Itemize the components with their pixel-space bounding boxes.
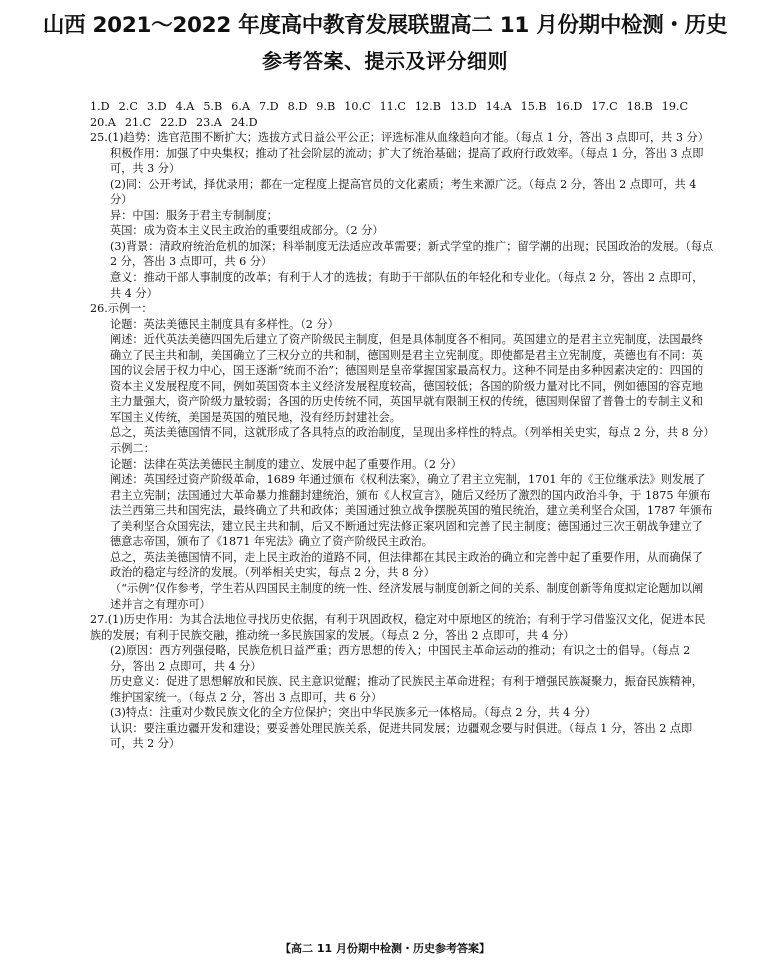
choice-answer: 12.B xyxy=(414,100,441,113)
choice-answer: 21.C xyxy=(124,115,152,129)
answer-content xyxy=(90,99,714,752)
choice-answer: 22.D xyxy=(160,115,187,129)
choice-answer: 13.D xyxy=(449,100,477,113)
q25-positive-role: 积极作用：加强了中央集权；推动了社会阶层的流动；扩大了统治基础；提高了政府行政效率。（每点 1 分，答出 3 点即可，共 3 分） xyxy=(110,146,704,176)
q26-conclusion-one: 总之，英法美德国情不同，这就形成了各具特点的政治制度，呈现出多样性的特点。（列举相关史实，每点 2 分，共 8 分） xyxy=(110,426,715,440)
q26-note: （“示例”仅作参考，学生若从四国民主制度的统一性、经济发展与制度创新之间的关系、制度创新等角度拟定论题加以阐述并言之有理亦可） xyxy=(110,581,704,611)
choice-answer: 18.B xyxy=(626,100,653,113)
choice-answer: 9.B xyxy=(316,100,336,113)
choice-answer: 11.C xyxy=(379,100,406,113)
choice-answer: 23.A xyxy=(196,115,222,129)
question-27 xyxy=(90,612,714,752)
q27-historical-significance: 历史意义：促进了思想解放和民族、民主意识觉醒；推动了民族民主革命进程；有利于增强民族凝聚力，振奋民族精神，维护国家统一。（每点 2 分，答出 3 点即可，共 6 分） xyxy=(110,675,703,704)
q26-conclusion-two: 总之，英法美德国情不同，走上民主政治的道路不同，但法律都在其民主政治的确立和完善中起了重要作用，从而确保了政治的稳定与经济的发展。（列举相关史实，每点 2 分，共 8 分） xyxy=(110,550,703,580)
q26-argument-one: 阐述：近代英法美德四国先后建立了资产阶级民主制度，但是具体制度各不相同。英国建立的是君主立宪制度，法国最终确立了民主共和制，美国确立了三权分立的共和制，德国则是君主立宪制度。即使都是君主立宪制度，英德也有不同：英国的议会居于权力中心，国王逐渐“统而不治”；德国则是皇帝掌握国家最高权力。这种不同是由多种因素决定的：四国的资本主义发展程度不同，例如英国资本主义经济发展程度较高，德国较低；各国的阶级力量对比不同，例如德国的容克地主力量强大，资产阶级力量较弱；各国的历史传统不同，英国早就有限制王权的传统，德国则保留了普鲁士的专制主义和军国主义传统，美国是英国的殖民地，没有经历封建社会。 xyxy=(110,333,704,424)
q25-background: (3)背景：清政府统治危机的加深；科举制度无法适应改革需要；新式学堂的推广；留学潮的出现；民国政治的发展。（每点 2 分，答出 3 点即可，共 6 分） xyxy=(110,239,714,269)
q25-differences-china: 异：中国：服务于君主专制制度； xyxy=(110,208,278,222)
choice-answer: 1.D xyxy=(90,100,110,113)
choice-answer: 3.D xyxy=(146,100,167,113)
choice-answer: 7.D xyxy=(258,100,279,113)
choice-answer: 16.D xyxy=(555,100,583,113)
choice-answer: 24.D xyxy=(230,115,258,129)
multiple-choice-answers xyxy=(90,99,714,130)
question-26 xyxy=(90,301,714,612)
choice-answer: 5.B xyxy=(203,100,223,113)
choice-answer: 17.C xyxy=(591,100,618,113)
q26-example-two: 示例二： xyxy=(110,442,155,456)
q25-trend: 25.(1)趋势：选官范围不断扩大；选拔方式日益公平公正；评选标准从血缘趋向才能。（每点 1 分，答出 3 点即可，共 3 分） xyxy=(90,131,709,145)
q26-thesis-two: 论题：法律在英法美德民主制度的建立、发展中起了重要作用。（2 分） xyxy=(110,457,462,471)
page-subtitle: 参考答案、提示及评分细则 xyxy=(262,49,508,73)
choice-answer: 4.A xyxy=(175,100,195,113)
choice-answer: 10.C xyxy=(344,100,371,113)
q25-similarities: (2)同：公开考试，择优录用；都在一定程度上提高官员的文化素质；考生来源广泛。（每点 2 分，答出 2 点即可，共 4 分） xyxy=(110,177,697,207)
choice-answer: 15.B xyxy=(520,100,547,113)
choice-answer: 14.A xyxy=(485,100,512,113)
q26-example-one: 26.示例一： xyxy=(90,302,153,316)
q27-reasons: (2)原因：西方列强侵略，民族危机日益严重；西方思想的传入；中国民主革命运动的推动；有识之士的倡导。（每点 2 分，答出 2 点即可，共 4 分） xyxy=(110,644,691,673)
choice-answer: 20.A xyxy=(90,115,116,129)
q25-differences-britain: 英国：成为资本主义民主政治的重要组成部分。（2 分） xyxy=(110,224,384,238)
q26-argument-two: 阐述：英国经过资产阶级革命，1689 年通过颁布《权利法案》，确立了君主立宪制，1701 年的《王位继承法》则发展了君主立宪制；法国通过大革命暴力推翻封建统治，颁布《人权宣言》，随后又经历了激烈的国内政治斗争，于 1875 年颁布法兰西第三共和国宪法，最终确立了共和政体；美国通过独立战争摆脱英国的殖民统治，建立美利坚合众国，1787 年颁布了美利坚合众国宪法，建立民主共和制，后又不断通过宪法修正案巩固和完善了民主制度；德国通过三次王朝战争建立了德意志帝国，颁布了《1871 年宪法》确立了资产阶级民主政治。 xyxy=(110,473,713,549)
q27-characteristics: (3)特点：注重对少数民族文化的全方位保护；突出中华民族多元一体格局。（每点 2 分，共 4 分） xyxy=(110,706,597,720)
q27-historical-role: 27.(1)历史作用：为其合法地位寻找历史依据，有利于巩固政权，稳定对中原地区的统治；有利于学习借鉴汉文化，促进本民族的发展；有利于民族交融，推动统一多民族国家的发展。（每点 2 分，答出 2 点即可，共 4 分） xyxy=(90,613,706,642)
q26-thesis-one: 论题：英法美德民主制度具有多样性。（2 分） xyxy=(110,317,339,331)
choice-answer: 8.D xyxy=(287,100,308,113)
question-25 xyxy=(90,130,714,301)
choice-answer: 6.A xyxy=(231,100,250,113)
page-footer: 【高二 11 月份期中检测・历史参考答案】 xyxy=(280,942,490,955)
q25-significance: 意义：推动干部人事制度的改革；有利于人才的选拔；有助于干部队伍的年轻化和专业化。（每点 2 分，答出 2 点即可，共 4 分） xyxy=(110,271,704,300)
page-title: 山西 2021～2022 年度高中教育发展联盟高二 11 月份期中检测・历史 xyxy=(42,13,728,38)
choice-answer: 19.C xyxy=(661,100,689,113)
q27-understanding: 认识：要注重边疆开发和建设；要妥善处理民族关系，促进共同发展；边疆观念要与时俱进。（每点 1 分，答出 2 点即可，共 2 分） xyxy=(110,721,693,751)
choice-answer: 2.C xyxy=(118,100,138,113)
